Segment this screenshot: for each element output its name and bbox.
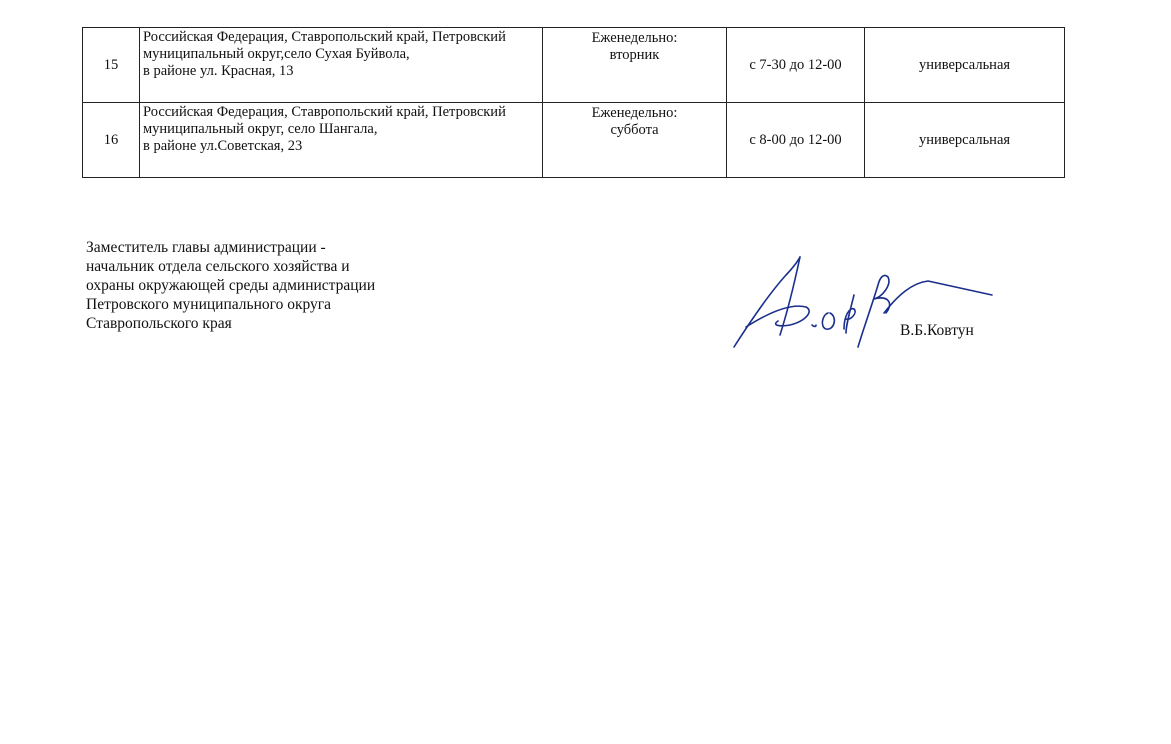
address-line: Российская Федерация, Ставропольский край, Петровский [143, 29, 506, 45]
address-line: в районе ул.Советская, 23 [143, 138, 303, 154]
position-line: охраны окружающей среды администрации [86, 277, 376, 294]
table-row [83, 103, 1065, 178]
address-line: Российская Федерация, Ставропольский край, Петровский [143, 104, 506, 120]
frequency-line: суббота [610, 122, 659, 138]
address-line: муниципальный округ, село Шангала, [143, 121, 378, 137]
position-line: начальник отдела сельского хозяйства и [86, 258, 350, 275]
frequency-cell [543, 28, 727, 103]
frequency-line: Еженедельно: [591, 105, 678, 121]
row-number: 15 [83, 28, 140, 103]
frequency-cell [543, 103, 727, 178]
position-line: Ставропольского края [86, 315, 232, 332]
signatory-position [86, 238, 375, 333]
frequency-line: вторник [609, 47, 660, 63]
market-type-cell: универсальная [865, 103, 1065, 178]
market-type-cell: универсальная [865, 28, 1065, 103]
signer-name: В.Б.Ковтун [900, 322, 974, 339]
position-line: Петровского муниципального округа [86, 296, 332, 313]
time-cell: с 7-30 до 12-00 [727, 28, 865, 103]
address-line: муниципальный округ,село Сухая Буйвола, [143, 46, 410, 62]
address-cell [140, 103, 543, 178]
time-cell: с 8-00 до 12-00 [727, 103, 865, 178]
frequency-line: Еженедельно: [591, 30, 678, 46]
market-schedule-table [82, 27, 1065, 178]
row-number: 16 [83, 103, 140, 178]
address-cell [140, 28, 543, 103]
position-line: Заместитель главы администрации - [86, 239, 326, 256]
table-row [83, 28, 1065, 103]
address-line: в районе ул. Красная, 13 [143, 63, 294, 79]
